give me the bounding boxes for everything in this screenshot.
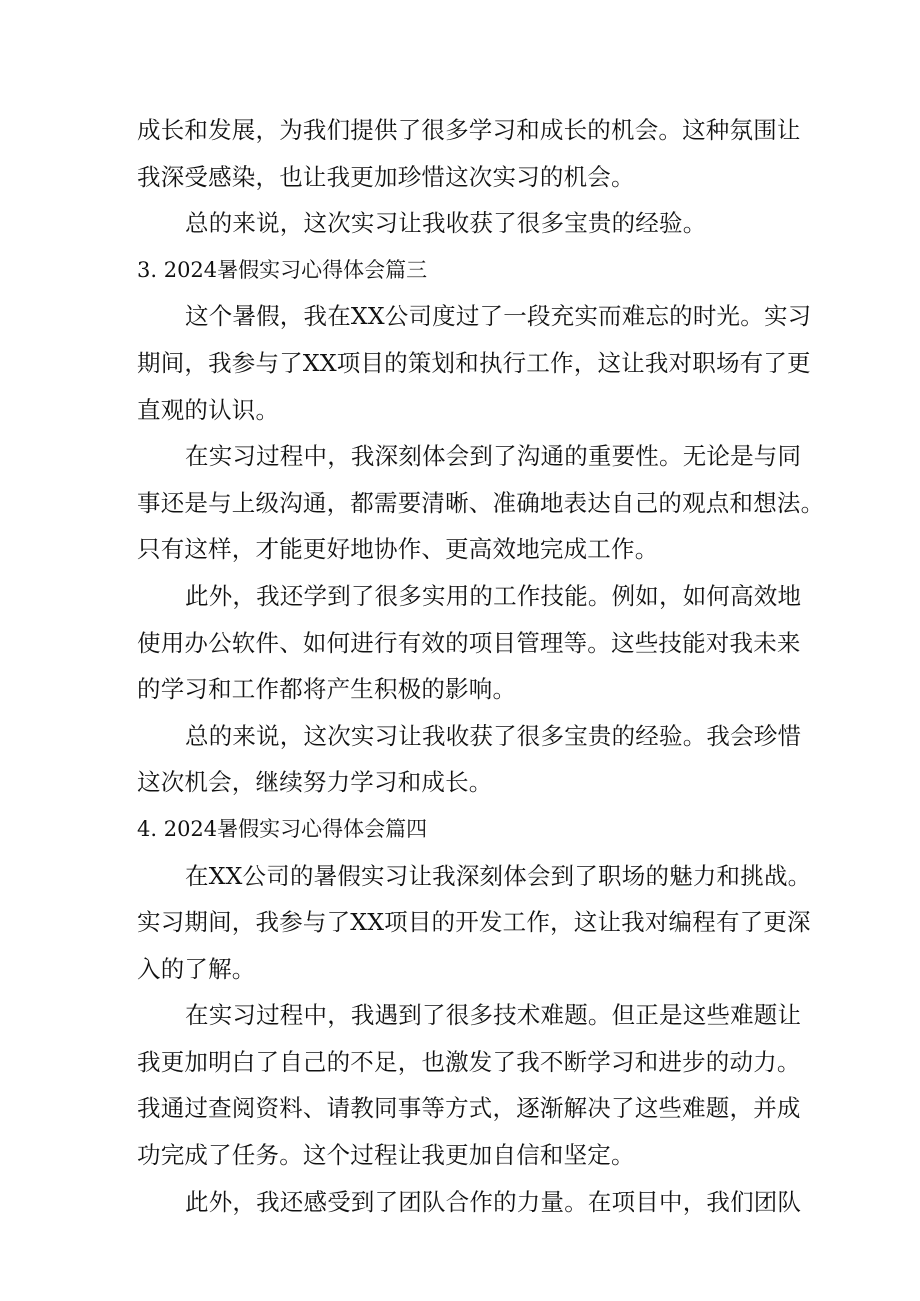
text-line: 我深受感染，也让我更加珍惜这次实习的机会。 — [137, 162, 635, 191]
text-line: 在实习过程中，我深刻体会到了沟通的重要性。无论是与同 — [185, 442, 802, 471]
text-line: 总的来说，这次实习让我收获了很多宝贵的经验。 — [185, 209, 707, 238]
text-line: 此外，我还感受到了团队合作的力量。在项目中，我们团队 — [185, 1187, 802, 1216]
text-line: 这次机会，继续努力学习和成长。 — [137, 768, 493, 797]
text-line: 直观的认识。 — [137, 395, 280, 424]
text-line: 在实习过程中，我遇到了很多技术难题。但正是这些难题让 — [185, 1001, 802, 1030]
text-line: 事还是与上级沟通，都需要清晰、准确地表达自己的观点和想法。 — [137, 488, 825, 517]
text-line: 总的来说，这次实习让我收获了很多宝贵的经验。我会珍惜 — [185, 721, 802, 750]
section-heading: 3. 2024暑假实习心得体会篇三 — [137, 257, 428, 282]
text-line: 在XX公司的暑假实习让我深刻体会到了职场的魅力和挑战。 — [185, 861, 812, 890]
text-line: 使用办公软件、如何进行有效的项目管理等。这些技能对我未来 — [137, 628, 801, 657]
text-line: 我更加明白了自己的不足，也激发了我不断学习和进步的动力。 — [137, 1047, 801, 1076]
text-line: 实习期间，我参与了XX项目的开发工作，这让我对编程有了更深 — [137, 908, 811, 937]
text-line: 入的了解。 — [137, 954, 256, 983]
text-line: 我通过查阅资料、请教同事等方式，逐渐解决了这些难题，并成 — [137, 1094, 801, 1123]
section-heading: 4. 2024暑假实习心得体会篇四 — [137, 816, 428, 841]
text-line: 的学习和工作都将产生积极的影响。 — [137, 675, 517, 704]
text-line: 只有这样，才能更好地协作、更高效地完成工作。 — [137, 535, 659, 564]
text-line: 这个暑假，我在XX公司度过了一段充实而难忘的时光。实习 — [185, 302, 812, 331]
text-line: 此外，我还学到了很多实用的工作技能。例如，如何高效地 — [185, 581, 802, 610]
document-body — [137, 107, 825, 1225]
text-line: 功完成了任务。这个过程让我更加自信和坚定。 — [137, 1141, 635, 1170]
text-line: 成长和发展，为我们提供了很多学习和成长的机会。这种氛围让 — [137, 116, 801, 144]
text-line: 期间，我参与了XX项目的策划和执行工作，这让我对职场有了更 — [137, 348, 811, 377]
